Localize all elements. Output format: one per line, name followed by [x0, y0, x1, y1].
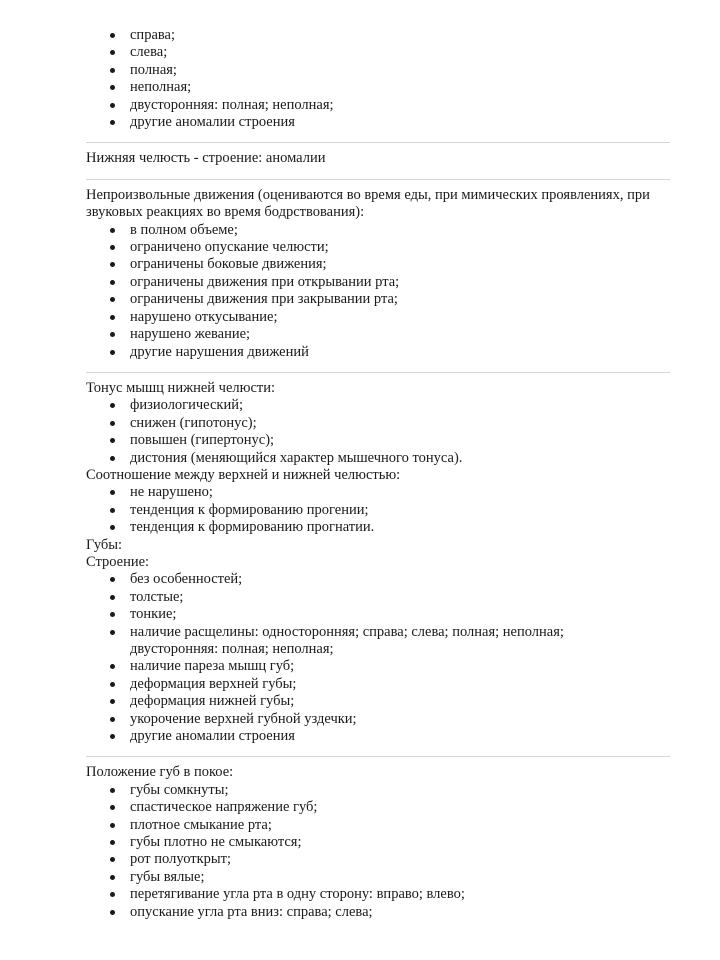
list-item: не нарушено;	[86, 484, 670, 501]
list-item: деформация верхней губы;	[86, 676, 670, 693]
list-item: толстые;	[86, 589, 670, 606]
bullet-icon	[110, 508, 115, 513]
bullet-icon	[110, 630, 115, 635]
list-item: ограничены боковые движения;	[86, 256, 670, 273]
bullet-icon	[110, 857, 115, 862]
bullet-icon	[110, 805, 115, 810]
bullet-icon	[110, 297, 115, 302]
list-item: тонкие;	[86, 606, 670, 623]
bullet-list-lips-at-rest	[86, 782, 670, 921]
section-heading-jaw-ratio: Соотношение между верхней и нижней челюстью:	[86, 466, 401, 483]
bullet-icon	[110, 280, 115, 285]
bullet-icon	[110, 664, 115, 669]
list-item: губы вялые;	[86, 869, 670, 886]
list-item: другие аномалии строения	[86, 114, 670, 131]
list-item: двусторонняя: полная; неполная;	[86, 97, 670, 114]
list-item: плотное смыкание рта;	[86, 817, 670, 834]
list-item: ограничены движения при открывании рта;	[86, 274, 670, 291]
list-item: опускание угла рта вниз: справа; слева;	[86, 904, 670, 921]
list-item: рот полуоткрыт;	[86, 851, 670, 868]
bullet-list-muscle-tone	[86, 397, 670, 467]
bullet-icon	[110, 315, 115, 320]
list-item: неполная;	[86, 79, 670, 96]
list-item: губы плотно не смыкаются;	[86, 834, 670, 851]
list-item: физиологический;	[86, 397, 670, 414]
bullet-icon	[110, 245, 115, 250]
list-item: ограничено опускание челюсти;	[86, 239, 670, 256]
bullet-icon	[110, 595, 115, 600]
bullet-icon	[110, 788, 115, 793]
section-heading-lower-jaw: Нижняя челюсть - строение: аномалии	[86, 150, 326, 167]
list-item: перетягивание угла рта в одну сторону: вправо; влево;	[86, 886, 670, 903]
list-item: в полном объеме;	[86, 222, 670, 239]
bullet-icon	[110, 33, 115, 38]
bullet-icon	[110, 682, 115, 687]
bullet-list-cleft-variants	[86, 27, 670, 131]
bullet-icon	[110, 840, 115, 845]
bullet-icon	[110, 438, 115, 443]
bullet-icon	[110, 85, 115, 90]
list-item: укорочение верхней губной уздечки;	[86, 711, 670, 728]
bullet-icon	[110, 103, 115, 108]
list-item: наличие расщелины: односторонняя; справа; слева; полная; неполная; двусторонняя: полная; неполная;	[86, 624, 670, 659]
document-page	[86, 27, 670, 921]
bullet-list-jaw-ratio	[86, 484, 670, 536]
list-item: дистония (меняющийся характер мышечного тонуса).	[86, 450, 670, 467]
list-item: справа;	[86, 27, 670, 44]
list-item: без особенностей;	[86, 571, 670, 588]
bullet-icon	[110, 892, 115, 897]
list-item: тенденция к формированию прогении;	[86, 502, 670, 519]
section-heading-involuntary-movements: Непроизвольные движения (оцениваются во время еды, при мимических проявлениях, при звуковых реакциях во время бодрствования):	[86, 186, 650, 221]
bullet-icon	[110, 262, 115, 267]
bullet-icon	[110, 875, 115, 880]
bullet-icon	[110, 577, 115, 582]
section-heading-jaw-muscle-tone: Тонус мышц нижней челюсти:	[86, 379, 276, 396]
bullet-icon	[110, 332, 115, 337]
bullet-icon	[110, 823, 115, 828]
bullet-icon	[110, 421, 115, 426]
list-item: снижен (гипотонус);	[86, 415, 670, 432]
list-item: полная;	[86, 62, 670, 79]
section-heading-lips: Губы:	[86, 536, 123, 553]
list-item: деформация нижней губы;	[86, 693, 670, 710]
bullet-icon	[110, 910, 115, 915]
list-item: наличие пареза мышц губ;	[86, 658, 670, 675]
section-heading-lips-at-rest: Положение губ в покое:	[86, 764, 234, 781]
list-item: ограничены движения при закрывании рта;	[86, 291, 670, 308]
section-heading-lip-structure: Строение:	[86, 553, 150, 570]
list-item: губы сомкнуты;	[86, 782, 670, 799]
bullet-icon	[110, 612, 115, 617]
bullet-icon	[110, 68, 115, 73]
list-item: спастическое напряжение губ;	[86, 799, 670, 816]
bullet-icon	[110, 120, 115, 125]
list-item: другие аномалии строения	[86, 728, 670, 745]
bullet-icon	[110, 228, 115, 233]
bullet-icon	[110, 490, 115, 495]
list-item: нарушено откусывание;	[86, 309, 670, 326]
bullet-icon	[110, 734, 115, 739]
bullet-icon	[110, 50, 115, 55]
bullet-icon	[110, 717, 115, 722]
bullet-icon	[110, 525, 115, 530]
list-item: повышен (гипертонус);	[86, 432, 670, 449]
bullet-icon	[110, 699, 115, 704]
list-item: тенденция к формированию прогнатии.	[86, 519, 670, 536]
list-item: нарушено жевание;	[86, 326, 670, 343]
bullet-icon	[110, 350, 115, 355]
list-item: слева;	[86, 44, 670, 61]
bullet-list-movements	[86, 222, 670, 361]
bullet-list-lip-structure	[86, 571, 670, 745]
bullet-icon	[110, 456, 115, 461]
list-item: другие нарушения движений	[86, 344, 670, 361]
bullet-icon	[110, 403, 115, 408]
